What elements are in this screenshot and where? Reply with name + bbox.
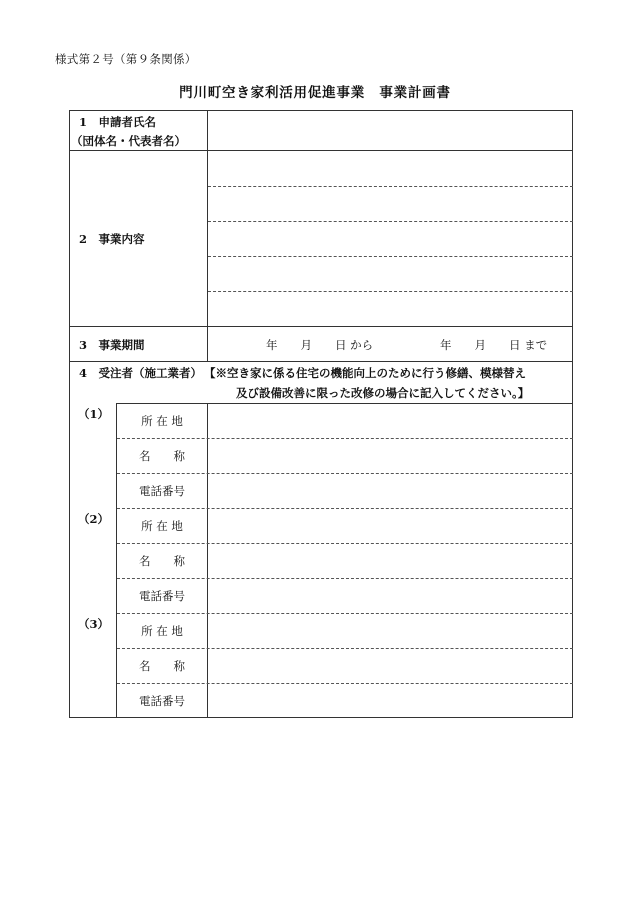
contractor-1-number: （1） <box>78 407 110 421</box>
contractor-label: 4 受注者（施工業者） <box>79 366 203 380</box>
contractor-1-address-label: 所 在 地 <box>141 414 183 428</box>
contractor-3-name-field[interactable] <box>208 649 572 683</box>
contractor-2-phone-field[interactable] <box>208 579 572 613</box>
document-title: 門川町空き家利活用促進事業 事業計画書 <box>179 85 451 101</box>
row-divider <box>69 326 573 327</box>
applicant-name-label: 1 申請者氏名 <box>79 115 157 129</box>
project-period-label: 3 事業期間 <box>79 338 145 352</box>
contractor-2-address-field[interactable] <box>208 509 572 543</box>
applicant-name-field[interactable] <box>208 111 572 150</box>
form-number: 様式第２号（第９条関係） <box>55 52 197 66</box>
contractor-1-name-label: 名 称 <box>139 449 185 463</box>
applicant-name-sublabel: （団体名・代表者名） <box>71 134 186 148</box>
contractor-3-phone-field[interactable] <box>208 684 572 718</box>
period-end-field[interactable]: 年 月 日 まで <box>440 338 548 352</box>
contractor-1-address-field[interactable] <box>208 404 572 438</box>
period-start-field[interactable]: 年 月 日 から <box>266 338 374 352</box>
contractor-3-address-label: 所 在 地 <box>141 624 183 638</box>
contractor-1-phone-label: 電話番号 <box>139 484 185 498</box>
contractor-2-address-label: 所 在 地 <box>141 519 183 533</box>
contractor-1-phone-field[interactable] <box>208 474 572 508</box>
project-content-line-1[interactable] <box>208 151 572 185</box>
project-content-label: 2 事業内容 <box>79 232 145 246</box>
project-content-line-5[interactable] <box>208 292 572 326</box>
row-divider <box>69 361 573 362</box>
contractor-2-name-label: 名 称 <box>139 554 185 568</box>
project-content-line-3[interactable] <box>208 222 572 256</box>
project-content-line-2[interactable] <box>208 187 572 221</box>
project-content-line-4[interactable] <box>208 257 572 291</box>
contractor-2-name-field[interactable] <box>208 544 572 578</box>
contractor-note-line-2: 及び設備改善に限った改修の場合に記入してください。】 <box>236 386 530 400</box>
contractor-3-phone-label: 電話番号 <box>139 694 185 708</box>
contractor-2-phone-label: 電話番号 <box>139 589 185 603</box>
contractor-3-name-label: 名 称 <box>139 659 185 673</box>
contractor-1-name-field[interactable] <box>208 439 572 473</box>
contractor-3-address-field[interactable] <box>208 614 572 648</box>
contractor-2-number: （2） <box>78 512 110 526</box>
contractor-3-number: （3） <box>78 617 110 631</box>
contractor-note-line-1: 【※空き家に係る住宅の機能向上のために行う修繕、模様替え <box>204 366 526 380</box>
